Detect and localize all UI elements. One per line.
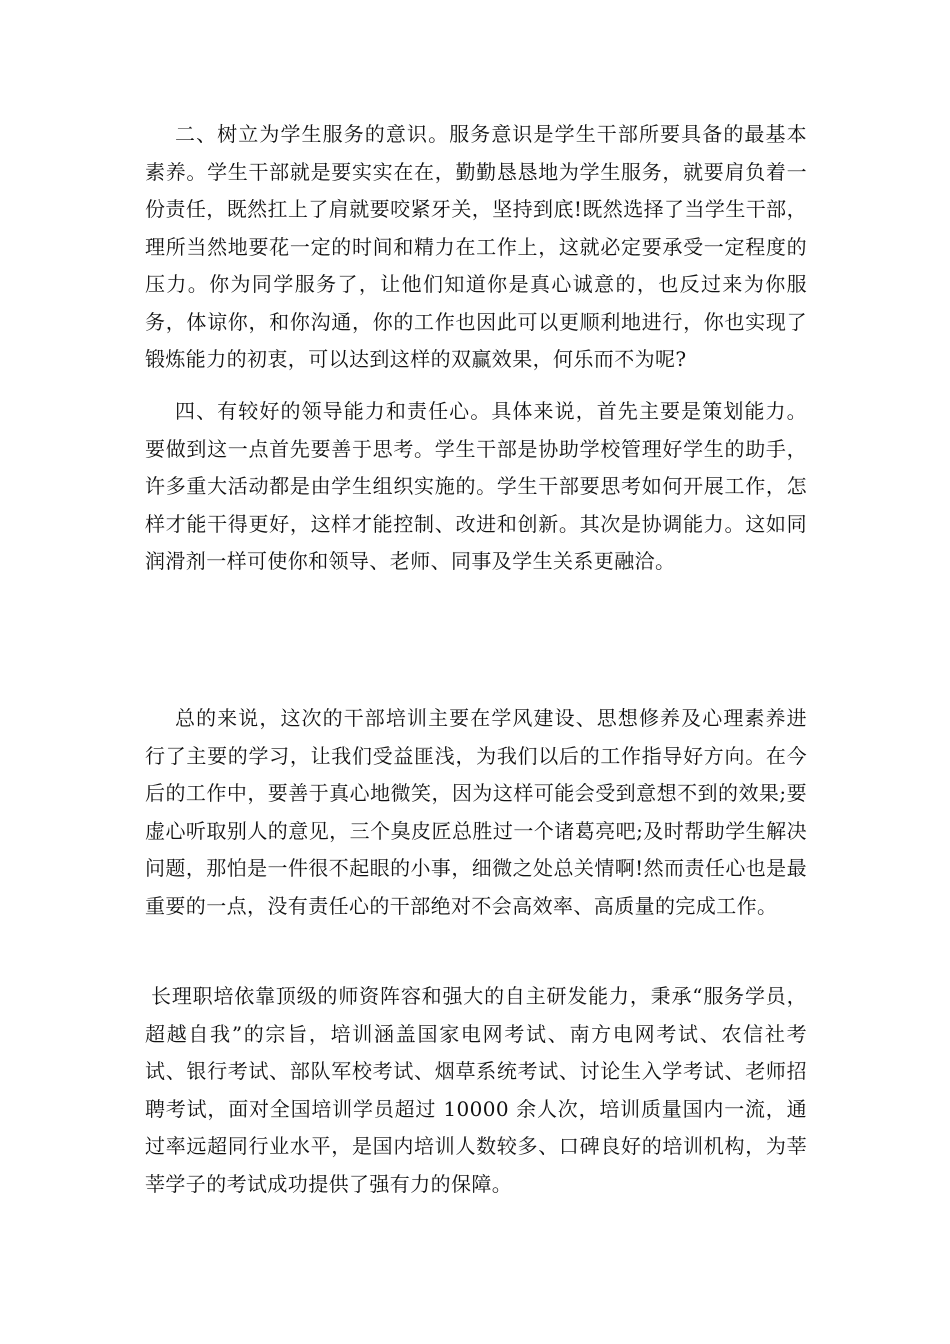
paragraph-section-two: 二、树立为学生服务的意识。服务意识是学生干部所要具备的最基本素养。学生干部就是要实实在在，勤勤恳恳地为学生服务，就要肩负着一份责任，既然扛上了肩就要咬紧牙关，坚持到底!既然选择了当学生干部，理所当然地要花一定的时间和精力在工作上，这就必定要承受一定程度的压力。你为同学服务了，让他们知道你是真心诚意的，也反过来为你服务，体谅你，和你沟通，你的工作也因此可以更顺利地进行，你也实现了锻炼能力的初衷，可以达到这样的双赢效果，何乐而不为呢?	[145, 122, 807, 371]
paragraph-section-four: 四、有较好的领导能力和责任心。具体来说，首先主要是策划能力。要做到这一点首先要善于思考。学生干部是协助学校管理好学生的助手，许多重大活动都是由学生组织实施的。学生干部要思考如何开展工作，怎样才能干得更好，这样才能控制、改进和创新。其次是协调能力。这如同润滑剂一样可使你和领导、老师、同事及学生关系更融洽。	[145, 399, 807, 573]
paragraph-advertisement: 长理职培依靠顶级的师资阵容和强大的自主研发能力，秉承“服务学员，超越自我”的宗旨，培训涵盖国家电网考试、南方电网考试、农信社考试、银行考试、部队军校考试、烟草系统考试、讨论生入学考试、老师招聘考试，面对全国培训学员超过 10000 余人次，培训质量国内一流，通过率远超同行业水平，是国内培训人数较多、口碑良好的培训机构，为莘莘学子的考试成功提供了强有力的保障。	[145, 984, 807, 1196]
paragraph-summary: 总的来说，这次的干部培训主要在学风建设、思想修养及心理素养进行了主要的学习，让我们受益匪浅，为我们以后的工作指导好方向。在今后的工作中，要善于真心地微笑，因为这样可能会受到意想不到的效果;要虚心听取别人的意见，三个臭皮匠总胜过一个诸葛亮吧;及时帮助学生解决问题，那怕是一件很不起眼的小事，细微之处总关情啊!然而责任心也是最重要的一点，没有责任心的干部绝对不会高效率、高质量的完成工作。	[145, 706, 807, 918]
